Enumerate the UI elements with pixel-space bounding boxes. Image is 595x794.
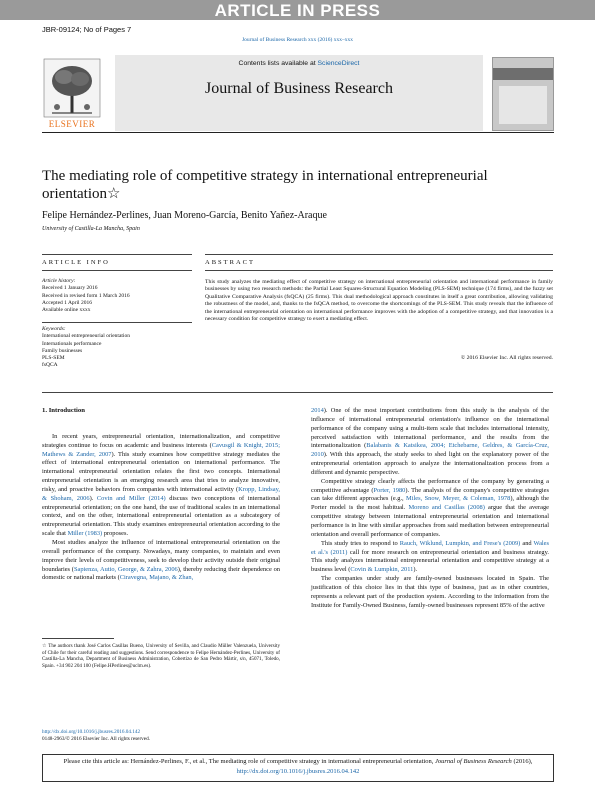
abstract-top-rule	[205, 254, 553, 255]
body-text: argue that the average competitive strategy between international entrepreneurial orientation and international performance is in line with similar approaches from said mediation between entrepreneurial orientation and overall performance of companies.	[311, 504, 549, 538]
journal-reference[interactable]: Journal of Business Research xxx (2016) xxx–xxx	[242, 37, 353, 43]
keywords-label: Keywords:	[42, 326, 66, 332]
citation-link[interactable]: 2014	[311, 407, 324, 414]
citation-link[interactable]: Kropp, Lindsay, & Shoham, 2006	[42, 485, 280, 502]
body-paragraph	[42, 433, 280, 539]
doi-block	[42, 729, 150, 743]
right-paragraphs	[311, 407, 549, 610]
body-text: ). The analysis of the company's competitive strategies can take different approaches (e.g.,	[311, 486, 549, 503]
contents-available-line	[115, 60, 483, 67]
section-heading: 1. Introduction	[42, 407, 85, 414]
article-info-heading: ARTICLE INFO	[42, 259, 110, 266]
citation-link[interactable]: Moreno and Casillas (2008)	[408, 504, 485, 512]
keyword-item: International entrepreneurial orientation	[42, 333, 130, 340]
body-text: In recent years, entrepreneurial orientation, internationalization, and competitive strategies continue to focus on academic and business interests (	[42, 432, 280, 449]
citation-box	[42, 754, 554, 782]
citation-year: (2016),	[511, 758, 533, 765]
citation-link[interactable]: Covin & Lumpkin, 2011	[350, 566, 414, 574]
body-text: ), thereby reducing their dependence on domestic or national markets (	[42, 565, 280, 582]
keyword-item: PLS-SEM	[42, 355, 65, 362]
document-id: JBR-09124; No of Pages 7	[42, 25, 132, 34]
abstract-text: This study analyzes the mediating effect of competitive strategy on international entrepreneurial orientation and international performance in family businesses by using two research methods: the Partial Least Squares-Structural Equation Modeling (PLS-SEM) technique (174 firms), and the fuzzy set Qualitative Comparative Analysis (fsQCA) (25 firms). This dual methodological approach constitutes in itself a great contribution, allowing validating the robustness of the model, and, thanks to the fsQCA method, to overcome the shortcomings of the PLS-SEM. This study reveals that the influence of the international entrepreneurial orientation on international performance improves with the adoption of a competitive strategy, and that innovation is a necessary condition for competitive strategy to exert a mediating effect.	[205, 279, 553, 323]
history-item: Received 1 January 2016	[42, 285, 98, 292]
author-list: Felipe Hernández-Perlines, Juan Moreno-García, Benito Yañez-Araque	[42, 210, 327, 221]
body-text: ). This study examines how competitive strategy mediates the effect of international entrepreneurial orientation on international performance. The international entrepreneurial orientation relates the first two concepts. International entrepreneurial orientation is an emerging research area that tries to analyze innovative, risky, and proactive behaviors from companies with international activity (	[42, 450, 280, 493]
keyword-item: Family businesses	[42, 347, 83, 354]
journal-title: Journal of Business Research	[205, 80, 393, 97]
abstract-copyright: © 2016 Elsevier Inc. All rights reserved.	[460, 355, 553, 361]
masthead	[42, 55, 554, 133]
body-paragraph	[311, 540, 549, 575]
body-text: This study tries to respond to	[321, 539, 400, 547]
keyword-item: Internationals performance	[42, 340, 102, 347]
body-paragraph	[42, 539, 280, 583]
journal-cover-thumbnail	[492, 57, 554, 131]
citation-link[interactable]: Wales et al.'s (2011)	[311, 539, 550, 556]
citation-doi-link[interactable]: http://dx.doi.org/10.1016/j.jbusres.2016.04.142	[236, 767, 360, 775]
body-paragraph	[311, 575, 549, 610]
citation-link[interactable]: Miller (1983)	[67, 530, 103, 538]
citation-link[interactable]: Rauch, Wiklund, Lumpkin, and Frese's (2009)	[399, 539, 521, 547]
issn-line: 0148-2963/© 2016 Elsevier Inc. All rights reserved.	[42, 736, 150, 742]
citation-link[interactable]: Balabanis & Katsikea, 2004; Etchebarne, Geldres, & García-Cruz, 2010	[311, 442, 549, 459]
body-text: ). One of the most important contributions from this study is the analysis of the influence of international entrepreneurial orientation's influence on the international performance of the company using a multi-item scale that includes international intensity, perceived satisfaction with international performance, and the results from the internationalization (	[311, 407, 549, 450]
footnote: ☆ The authors thank José Carlos Casillas Bueno, University of Sevilla, and Claudio Müller Valenzuela, University of Chile for their careful reading and suggestions. Send correspondence to Felipe Hernández-Perlines, University of Castilla-La Mancha, Department of Business Administration, Cobertizo de San Pedro Mártir, s/n, 45071, Toledo, Spain. +34 902 204 100 (Felipe.HPerlines@uclm.es).	[42, 643, 280, 669]
info-heading-rule	[42, 270, 192, 271]
body-text: Most studies analyze the influence of international entrepreneurial orientation on the overall performance of the company. Nowadays, many companies, to maintain and even improve their levels of competitiveness, seek to develop their activity outside their original boundaries (	[42, 538, 280, 573]
body-text: ). With this approach, the study seeks to shed light on the explanatory power of the entrepreneurial orientation approach to analyze the internationalization process from a different and dynamic perspective.	[311, 451, 549, 476]
keywords	[42, 326, 130, 370]
abstract-heading: ABSTRACT	[205, 259, 255, 266]
body-text: discuss two conceptions of international entrepreneurial orientation; on the one hand, the use of traditional scales in an international context, and on the other, international entrepreneurial orientation as a subcategory of entrepreneurial orientation. This study examines entrepreneurial orientation according to the scale that	[42, 494, 281, 538]
footnote-rule	[42, 638, 114, 639]
citation-link[interactable]: Sapienza, Autio, George, & Zahra, 2006	[73, 565, 178, 573]
citation-link[interactable]: Covin and Miller (2014)	[96, 494, 166, 502]
body-text: and	[520, 539, 534, 547]
affiliation: University of Castilla-La Mancha, Spain	[42, 226, 140, 232]
body-text: call for more research on entrepreneurial orientation and business strategy. This study analyzes international entrepreneurial orientation and competitive strategy at a business level (	[311, 548, 549, 574]
body-column-right	[311, 407, 549, 610]
history-item: Accepted 1 April 2016	[42, 299, 92, 306]
keyword-item: fsQCA	[42, 362, 58, 369]
citation-link[interactable]: Miles, Snow, Meyer, & Coleman, 1978	[406, 495, 511, 503]
info-top-rule	[42, 254, 192, 255]
body-text: The companies under study are family-owned businesses located in Spain. The justification of this choice lies in that this type of business, just as in other countries, represents a relevant part of the production system. According to the information from the Institute for Family-Owned Business, family-owned businesses represent 85% of the active	[311, 575, 549, 609]
citation-prefix: Please cite this article as: Hernández-Perlines, F., et al., The mediating role of competitive strategy in international entrepreneurial orientation,	[63, 758, 434, 765]
citation-journal: Journal of Business Research	[434, 758, 512, 765]
history-label: Article history:	[42, 278, 76, 284]
article-history	[42, 278, 130, 314]
body-paragraph	[311, 407, 549, 478]
body-text: ).	[413, 566, 418, 574]
body-text: proposes.	[102, 530, 129, 538]
body-paragraph	[311, 478, 549, 540]
contents-prefix: Contents lists available at	[238, 60, 318, 67]
citation-link[interactable]: Cavusgil & Knight, 2015; Mathews & Zander, 2007	[42, 441, 280, 458]
cover-title-bar	[493, 68, 553, 80]
citation-link[interactable]: Ciravegna, Majano, & Zhan,	[119, 574, 194, 582]
contents-box	[115, 55, 483, 131]
article-in-press-banner: ARTICLE IN PRESS	[0, 0, 595, 20]
cover-body	[499, 86, 547, 124]
keywords-rule	[42, 322, 192, 323]
body-text: Competitive strategy clearly affects the performance of the company by generating a competitive advantage (	[311, 477, 549, 494]
history-item: Available online xxxx	[42, 307, 91, 314]
body-text: ), although the Porter model is the most habitual.	[311, 495, 549, 512]
citation-link[interactable]: Porter, 1980	[373, 486, 406, 494]
sciencedirect-link[interactable]: ScienceDirect	[317, 60, 360, 67]
doi-link[interactable]: http://dx.doi.org/10.1016/j.jbusres.2016.04.142	[42, 729, 141, 735]
body-column-left	[42, 407, 280, 583]
front-matter-bottom-rule	[42, 392, 553, 393]
abstract-heading-rule	[205, 270, 553, 271]
history-item: Received in revised form 1 March 2016	[42, 292, 130, 299]
body-text: ).	[89, 494, 97, 502]
elsevier-wordmark: ELSEVIER	[48, 119, 96, 129]
article-title: The mediating role of competitive strategy in international entrepreneurial orientation☆	[42, 168, 488, 202]
left-paragraphs	[42, 433, 280, 583]
